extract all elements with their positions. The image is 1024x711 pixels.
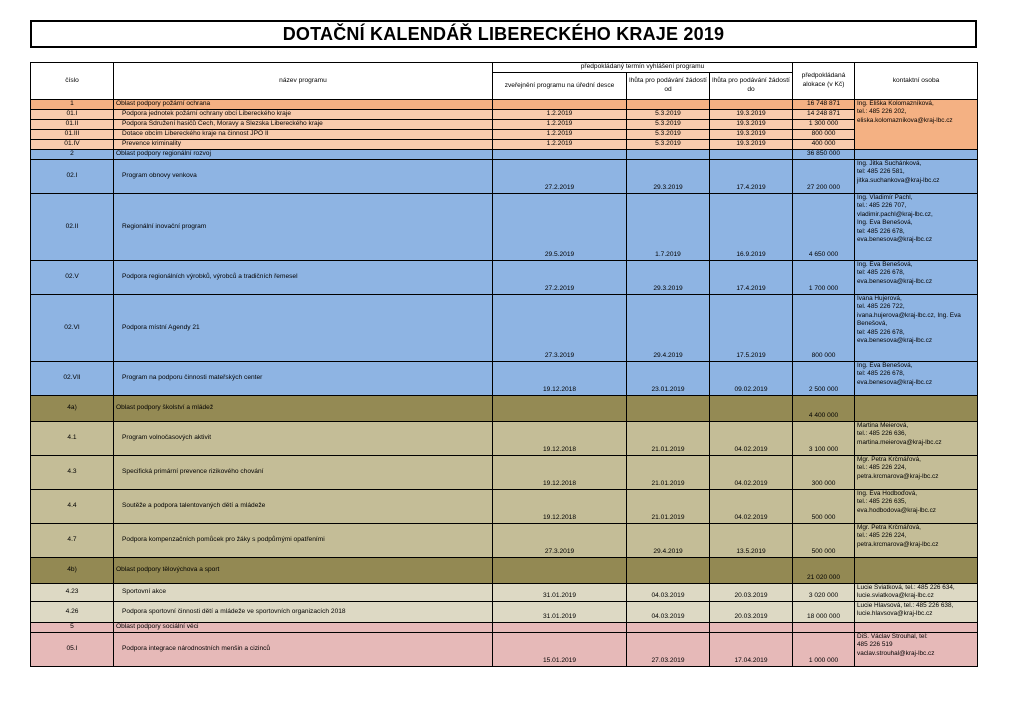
section-id: 5: [31, 623, 114, 633]
program-alokace: 800 000: [793, 130, 855, 140]
contact-cell: Ing. Eva Benešová, tel: 485 226 678, eva.benesova@kraj-lbc.cz: [855, 261, 978, 295]
program-id: 01.IV: [31, 140, 114, 150]
program-od: 29.3.2019: [627, 261, 710, 295]
program-alokace: 27 200 000: [793, 160, 855, 194]
program-alokace: 2 500 000: [793, 362, 855, 396]
program-zverejneni: 19.12.2018: [493, 422, 627, 456]
program-alokace: 14 248 871: [793, 110, 855, 120]
program-id: 01.III: [31, 130, 114, 140]
program-od: 27.03.2019: [627, 633, 710, 667]
program-id: 01.II: [31, 120, 114, 130]
contact-cell: Martina Meierová, tel.: 485 226 636, martina.meierova@kraj-lbc.cz: [855, 422, 978, 456]
program-row: [31, 194, 978, 261]
program-do: 19.3.2019: [710, 110, 793, 120]
section-empty: [627, 396, 710, 422]
program-id: 4.7: [31, 524, 114, 558]
program-od: 04.03.2019: [627, 584, 710, 602]
program-row: [31, 261, 978, 295]
program-name: Podpora sportovní činnosti dětí a mládeže ve sportovních organizacích 2018: [114, 602, 493, 623]
program-name: Soutěže a podpora talentovaných dětí a mládeže: [114, 490, 493, 524]
contact-cell: Lucie Sviatková, tel.: 485 226 634, lucie.sviatkova@kraj-lbc.cz: [855, 584, 978, 602]
page-title: DOTAČNÍ KALENDÁŘ LIBERECKÉHO KRAJE 2019: [30, 20, 977, 48]
program-do: 17.5.2019: [710, 295, 793, 362]
contact-cell: Ing. Eva Benešová, tel: 485 226 678, eva.benesova@kraj-lbc.cz: [855, 362, 978, 396]
header-od: lhůta pro podávání žádostí od: [627, 73, 710, 100]
section-name: Oblast podpory regionální rozvoj: [114, 150, 493, 160]
section-alokace: 21 020 000: [793, 558, 855, 584]
program-id: 01.I: [31, 110, 114, 120]
program-name: Dotace obcím Libereckého kraje na činnost JPO II: [114, 130, 493, 140]
section-empty: [627, 558, 710, 584]
section-empty: [855, 150, 978, 160]
program-row: [31, 140, 978, 150]
program-do: 16.9.2019: [710, 194, 793, 261]
section-alokace: 4 400 000: [793, 396, 855, 422]
program-od: 5.3.2019: [627, 130, 710, 140]
program-od: 5.3.2019: [627, 120, 710, 130]
program-alokace: 3 020 000: [793, 584, 855, 602]
section-empty: [493, 150, 627, 160]
program-id: 4.26: [31, 602, 114, 623]
program-zverejneni: 29.5.2019: [493, 194, 627, 261]
section-id: 4a): [31, 396, 114, 422]
section-empty: [493, 558, 627, 584]
program-zverejneni: 1.2.2019: [493, 120, 627, 130]
section-empty: [855, 623, 978, 633]
section-name: Oblast podpory požární ochrana: [114, 100, 493, 110]
section-empty: [627, 100, 710, 110]
program-row: [31, 490, 978, 524]
program-row: [31, 602, 978, 623]
section-empty: [855, 396, 978, 422]
program-alokace: 500 000: [793, 490, 855, 524]
program-zverejneni: 31.01.2019: [493, 584, 627, 602]
program-zverejneni: 27.2.2019: [493, 261, 627, 295]
program-do: 20.03.2019: [710, 584, 793, 602]
program-name: Specifická primární prevence rizikového chování: [114, 456, 493, 490]
contact-cell: Ing. Vladimír Pachl, tel.: 485 226 707, vladimir.pachl@kraj-lbc.cz, Ing. Eva Benešová, tel: 485 226 678, eva.benesova@kraj-lbc.cz: [855, 194, 978, 261]
section-empty: [493, 100, 627, 110]
section-name: Oblast podpory sociální věci: [114, 623, 493, 633]
program-id: 02.II: [31, 194, 114, 261]
section-alokace: 16 748 871: [793, 100, 855, 110]
section-id: 4b): [31, 558, 114, 584]
header-zverejneni: zveřejnění programu na úřední desce: [493, 73, 627, 100]
program-do: 20.03.2019: [710, 602, 793, 623]
program-od: 21.01.2019: [627, 456, 710, 490]
program-zverejneni: 19.12.2018: [493, 362, 627, 396]
section-empty: [627, 150, 710, 160]
program-alokace: 3 100 000: [793, 422, 855, 456]
header-cislo: číslo: [31, 63, 114, 100]
section-empty: [710, 100, 793, 110]
section-empty: [710, 396, 793, 422]
program-do: 19.3.2019: [710, 120, 793, 130]
program-id: 4.1: [31, 422, 114, 456]
program-od: 5.3.2019: [627, 140, 710, 150]
program-od: 23.01.2019: [627, 362, 710, 396]
section-alokace: 36 850 000: [793, 150, 855, 160]
program-id: 4.3: [31, 456, 114, 490]
program-zverejneni: 27.2.2019: [493, 160, 627, 194]
program-od: 29.4.2019: [627, 295, 710, 362]
program-row: [31, 130, 978, 140]
program-row: [31, 584, 978, 602]
program-zverejneni: 1.2.2019: [493, 140, 627, 150]
program-id: 05.I: [31, 633, 114, 667]
program-row: [31, 456, 978, 490]
program-id: 02.VI: [31, 295, 114, 362]
contact-cell: Mgr. Petra Krčmářová, tel.: 485 226 224, petra.krcmarova@kraj-lbc.cz: [855, 456, 978, 490]
program-id: 02.VII: [31, 362, 114, 396]
program-do: 17.4.2019: [710, 261, 793, 295]
program-zverejneni: 31.01.2019: [493, 602, 627, 623]
program-do: 17.04.2019: [710, 633, 793, 667]
program-name: Regionální inovační program: [114, 194, 493, 261]
program-name: Podpora Sdružení hasičů Čech, Moravy a Slezska Libereckého kraje: [114, 120, 493, 130]
program-alokace: 4 650 000: [793, 194, 855, 261]
program-name: Sportovní akce: [114, 584, 493, 602]
section-empty: [493, 396, 627, 422]
contact-cell: Mgr. Petra Krčmářová, tel.: 485 226 224, petra.krcmarova@kraj-lbc.cz: [855, 524, 978, 558]
section-name: Oblast podpory školství a mládež: [114, 396, 493, 422]
program-id: 4.4: [31, 490, 114, 524]
section-empty: [710, 558, 793, 584]
program-zverejneni: 15.01.2019: [493, 633, 627, 667]
contact-cell: Ivana Hujerová, tel. 485 226 722, ivana.hujerova@kraj-lbc.cz, Ing. Eva Benešová, tel: 485 226 678, eva.benesova@kraj-lbc.cz: [855, 295, 978, 362]
program-zverejneni: 19.12.2018: [493, 490, 627, 524]
program-row: [31, 160, 978, 194]
program-zverejneni: 27.3.2019: [493, 524, 627, 558]
program-name: Podpora regionálních výrobků, výrobců a tradičních řemesel: [114, 261, 493, 295]
program-name: Prevence kriminality: [114, 140, 493, 150]
program-row: [31, 633, 978, 667]
program-zverejneni: 19.12.2018: [493, 456, 627, 490]
program-zverejneni: 27.3.2019: [493, 295, 627, 362]
section-id: 2: [31, 150, 114, 160]
section-row: [31, 396, 978, 422]
program-do: 04.02.2019: [710, 456, 793, 490]
program-zverejneni: 1.2.2019: [493, 110, 627, 120]
program-do: 17.4.2019: [710, 160, 793, 194]
program-alokace: 1 000 000: [793, 633, 855, 667]
contact-cell: Ing. Eva Hodboďová, tel.: 485 226 635, eva.hodbodova@kraj-lbc.cz: [855, 490, 978, 524]
program-od: 1.7.2019: [627, 194, 710, 261]
contact-cell: DiS. Václav Strouhal, tel: 485 226 519 vaclav.strouhal@kraj-lbc.cz: [855, 633, 978, 667]
contact-cell: Ing. Eliška Kolomazníková, tel.: 485 226 202, eliska.kolomaznikova@kraj-lbc.cz: [855, 100, 978, 150]
header-termin-group: předpokládaný termín vyhlášení programu: [493, 63, 793, 73]
program-name: Podpora místní Agendy 21: [114, 295, 493, 362]
section-name: Oblast podpory tělovýchova a sport: [114, 558, 493, 584]
program-alokace: 1 300 000: [793, 120, 855, 130]
program-id: 4.23: [31, 584, 114, 602]
program-name: Program volnočasových aktivit: [114, 422, 493, 456]
section-empty: [855, 558, 978, 584]
section-row: [31, 150, 978, 160]
program-od: 5.3.2019: [627, 110, 710, 120]
program-od: 21.01.2019: [627, 422, 710, 456]
program-do: 09.02.2019: [710, 362, 793, 396]
contact-cell: Lucie Hlavsová, tel.: 485 226 638, lucie.hlavsova@kraj-lbc.cz: [855, 602, 978, 623]
program-row: [31, 110, 978, 120]
program-od: 29.4.2019: [627, 524, 710, 558]
program-od: 21.01.2019: [627, 490, 710, 524]
program-alokace: 800 000: [793, 295, 855, 362]
section-row: [31, 623, 978, 633]
program-row: [31, 362, 978, 396]
program-row: [31, 524, 978, 558]
header-alokace: předpokládaná alokace (v Kč): [793, 63, 855, 100]
program-do: 19.3.2019: [710, 140, 793, 150]
grant-calendar-table: [30, 62, 978, 667]
contact-cell: Ing. Jitka Suchánková, tel: 485 226 581, jitka.suchankova@kraj-lbc.cz: [855, 160, 978, 194]
program-alokace: 1 700 000: [793, 261, 855, 295]
program-name: Program na podporu činnosti mateřských center: [114, 362, 493, 396]
program-name: Podpora integrace národnostních menšin a cizinců: [114, 633, 493, 667]
program-row: [31, 120, 978, 130]
program-do: 13.5.2019: [710, 524, 793, 558]
program-od: 29.3.2019: [627, 160, 710, 194]
section-empty: [710, 623, 793, 633]
program-alokace: 400 000: [793, 140, 855, 150]
header-nazev: název programu: [114, 63, 493, 100]
header-kontakt: kontaktní osoba: [855, 63, 978, 100]
program-od: 04.03.2019: [627, 602, 710, 623]
program-alokace: 500 000: [793, 524, 855, 558]
program-id: 02.V: [31, 261, 114, 295]
section-empty: [493, 623, 627, 633]
program-name: Podpora jednotek požární ochrany obcí Libereckého kraje: [114, 110, 493, 120]
section-empty: [627, 623, 710, 633]
program-zverejneni: 1.2.2019: [493, 130, 627, 140]
program-name: Program obnovy venkova: [114, 160, 493, 194]
section-row: [31, 558, 978, 584]
program-do: 04.02.2019: [710, 422, 793, 456]
header-do: lhůta pro podávání žádostí do: [710, 73, 793, 100]
program-row: [31, 422, 978, 456]
section-id: 1: [31, 100, 114, 110]
program-do: 04.02.2019: [710, 490, 793, 524]
section-alokace: [793, 623, 855, 633]
program-row: [31, 295, 978, 362]
program-alokace: 300 000: [793, 456, 855, 490]
section-row: [31, 100, 978, 110]
section-empty: [710, 150, 793, 160]
program-alokace: 18 000 000: [793, 602, 855, 623]
program-do: 19.3.2019: [710, 130, 793, 140]
program-id: 02.I: [31, 160, 114, 194]
program-name: Podpora kompenzačních pomůcek pro žáky s podpůrnými opatřeními: [114, 524, 493, 558]
